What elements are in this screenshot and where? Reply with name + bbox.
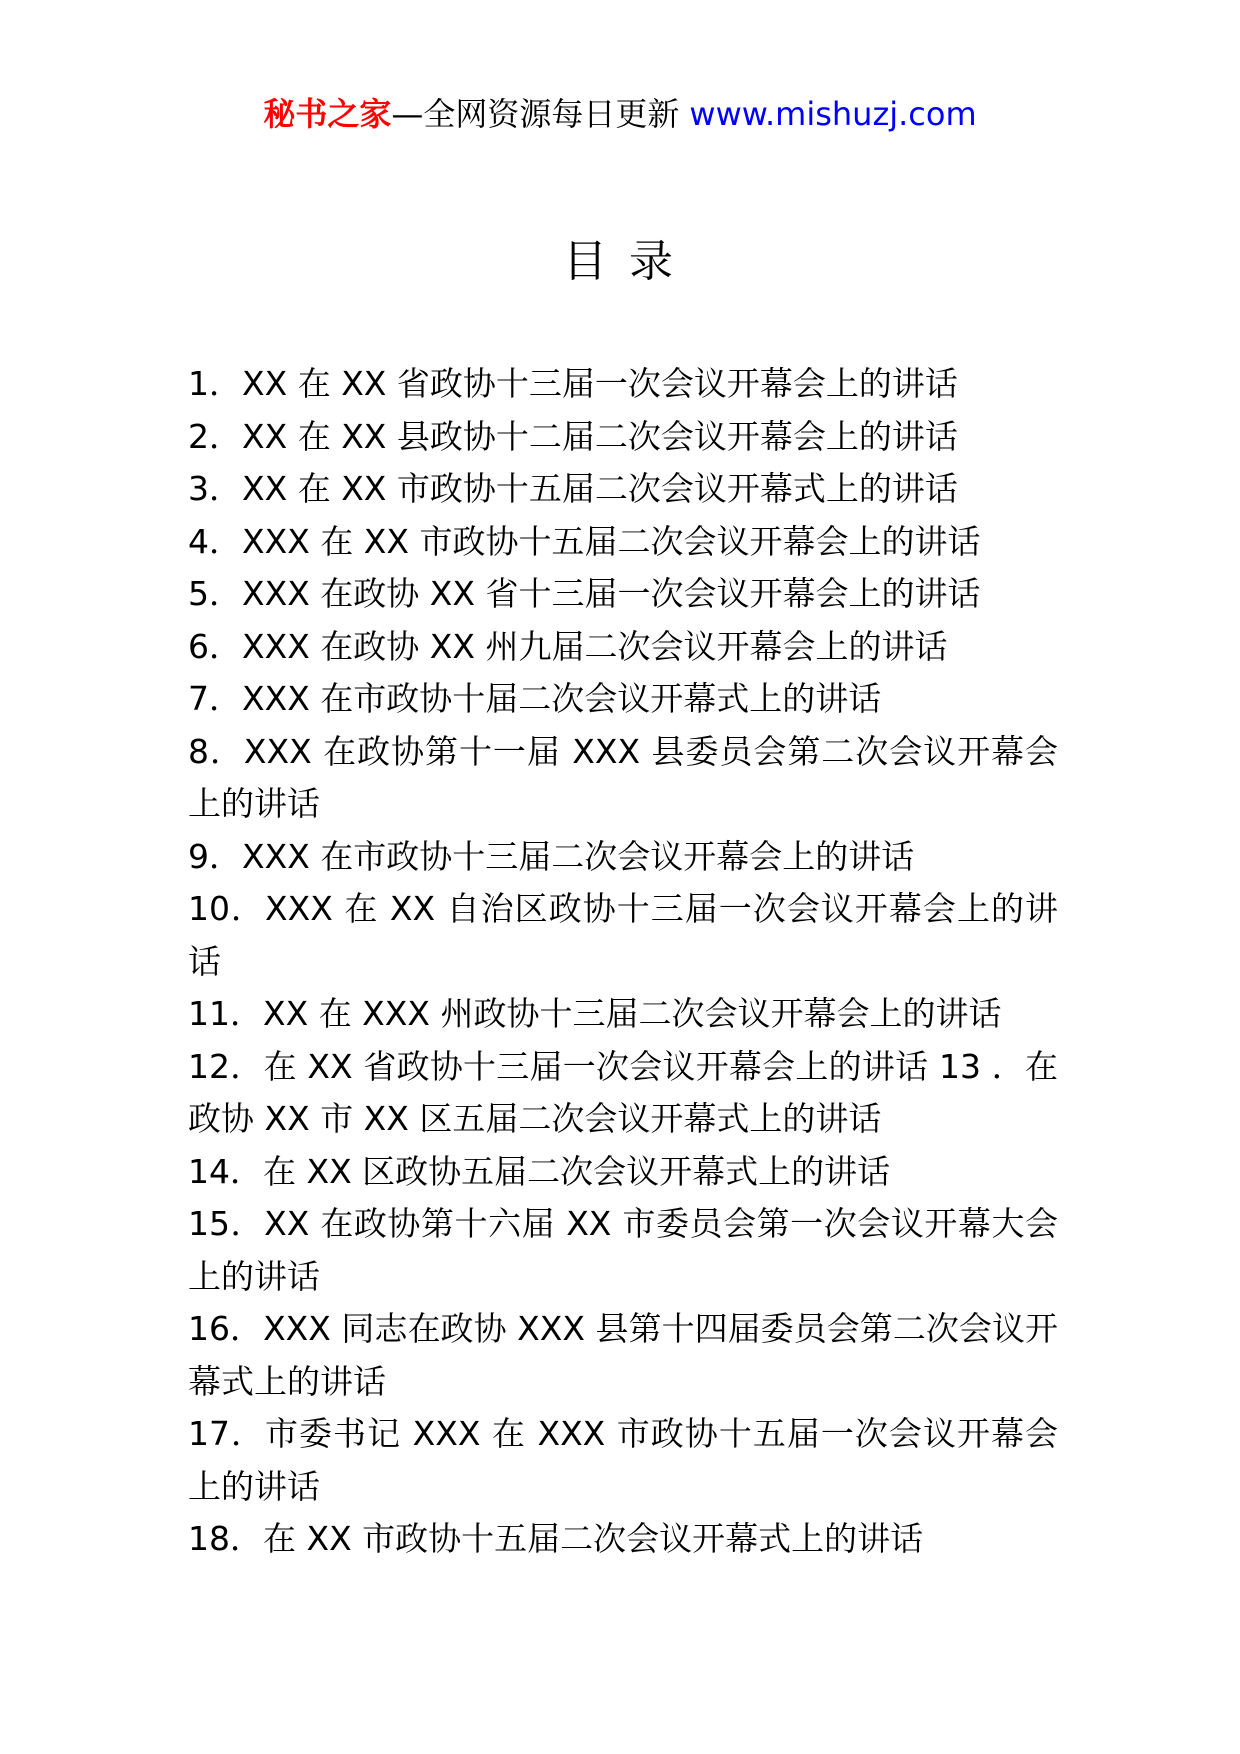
toc-item[interactable]: 7．XXX 在市政协十届二次会议开幕式上的讲话 [188,679,882,718]
toc-item[interactable]: 2．XX 在 XX 县政协十二届二次会议开幕会上的讲话 [188,416,958,456]
toc-item[interactable]: 9．XXX 在市政协十三届二次会议开幕会上的讲话 [188,836,915,876]
toc-item[interactable]: 8．XXX 在政协第十一届 XXX 县委员会第二次会议开幕会上的讲话 [188,731,1058,823]
toc-item[interactable]: 1．XX 在 XX 省政协十三届一次会议开幕会上的讲话 [188,364,958,403]
header-tagline: —全网资源每日更新 [391,95,680,133]
toc-item[interactable]: 15．XX 在政协第十六届 XX 市委员会第一次会议开幕大会上的讲话 [188,1204,1058,1296]
toc-item[interactable]: 17．市委书记 XXX 在 XXX 市政协十五届一次会议开幕会上的讲话 [188,1414,1058,1506]
toc-item[interactable]: 16．XXX 同志在政协 XXX 县第十四届委员会第二次会议开幕式上的讲话 [188,1309,1058,1401]
table-of-contents [188,358,1058,1566]
page-title: 目 录 [563,236,677,287]
toc-item[interactable]: 4．XXX 在 XX 市政协十五届二次会议开幕会上的讲话 [188,521,981,561]
site-header [0,92,1240,136]
toc-item[interactable]: 10．XXX 在 XX 自治区政协十三届一次会议开幕会上的讲话 [188,889,1058,981]
toc-item[interactable]: 11．XX 在 XXX 州政协十三届二次会议开幕会上的讲话 [188,994,1002,1033]
toc-item[interactable]: 3．XX 在 XX 市政协十五届二次会议开幕式上的讲话 [188,469,958,508]
toc-item[interactable]: 14．在 XX 区政协五届二次会议开幕式上的讲话 [188,1151,891,1191]
brand-name: 秘书之家 [263,95,392,133]
site-url-link[interactable]: www.mishuzj.com [689,95,977,133]
toc-item[interactable]: 18．在 XX 市政协十五届二次会议开幕式上的讲话 [188,1519,924,1558]
toc-item[interactable]: 6．XXX 在政协 XX 州九届二次会议开幕会上的讲话 [188,626,948,666]
toc-item[interactable]: 5．XXX 在政协 XX 省十三届一次会议开幕会上的讲话 [188,574,981,613]
toc-item[interactable]: 12．在 XX 省政协十三届一次会议开幕会上的讲话 13 ．在政协 XX 市 XX 区五届二次会议开幕式上的讲话 [188,1046,1058,1138]
